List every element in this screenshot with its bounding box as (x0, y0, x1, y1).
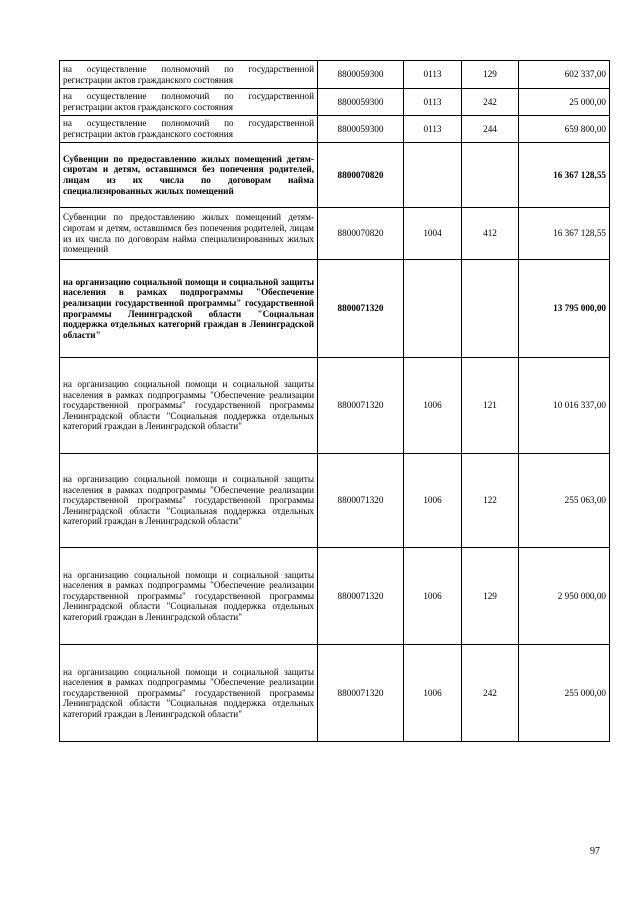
row-expense-type (462, 143, 519, 208)
row-description: на осуществление полномочий по государственной регистрации актов гражданского состояния (60, 89, 318, 116)
row-amount: 25 000,00 (519, 89, 610, 116)
table-row-subtotal (60, 143, 610, 208)
row-target-code: 8800071320 (318, 548, 404, 645)
row-amount: 16 367 128,55 (519, 143, 610, 208)
page-number: 97 (590, 846, 600, 857)
row-expense-type (462, 260, 519, 358)
row-target-code: 8800070820 (318, 208, 404, 260)
table-row (60, 358, 610, 454)
table-row (60, 116, 610, 143)
row-target-code: 8800071320 (318, 454, 404, 548)
table-row (60, 548, 610, 645)
row-expense-type: 244 (462, 116, 519, 143)
row-section-code: 1006 (404, 358, 462, 454)
row-amount: 602 337,00 (519, 61, 610, 89)
row-target-code: 8800071320 (318, 260, 404, 358)
row-section-code: 1004 (404, 208, 462, 260)
row-target-code: 8800070820 (318, 143, 404, 208)
row-target-code: 8800071320 (318, 358, 404, 454)
row-expense-type: 129 (462, 548, 519, 645)
row-target-code: 8800071320 (318, 645, 404, 742)
row-target-code: 8800059300 (318, 116, 404, 143)
row-description: на осуществление полномочий по государственной регистрации актов гражданского состояния (60, 116, 318, 143)
row-expense-type: 242 (462, 645, 519, 742)
row-section-code: 1006 (404, 645, 462, 742)
row-amount: 255 063,00 (519, 454, 610, 548)
row-description: на организацию социальной помощи и социальной защиты населения в рамках подпрограммы "Обеспечение реализации государственной программы" государственной программы Ленинградской области "Социальная поддержка отдельных категорий граждан в Ленинградской области" (60, 260, 318, 358)
row-expense-type: 129 (462, 61, 519, 89)
budget-table (59, 60, 610, 742)
row-expense-type: 242 (462, 89, 519, 116)
row-target-code: 8800059300 (318, 89, 404, 116)
table-row (60, 89, 610, 116)
row-expense-type: 412 (462, 208, 519, 260)
row-description: на организацию социальной помощи и социальной защиты населения в рамках подпрограммы "Обеспечение реализации государственной программы" государственной программы Ленинградской области "Социальная поддержка отдельных категорий граждан в Ленинградской области" (60, 548, 318, 645)
row-amount: 255 000,00 (519, 645, 610, 742)
table-row (60, 454, 610, 548)
row-description: на организацию социальной помощи и социальной защиты населения в рамках подпрограммы "Обеспечение реализации государственной программы" государственной программы Ленинградской области "Социальная поддержка отдельных категорий граждан в Ленинградской области" (60, 454, 318, 548)
row-amount: 16 367 128,55 (519, 208, 610, 260)
table-row (60, 645, 610, 742)
row-description: на осуществление полномочий по государственной регистрации актов гражданского состояния (60, 61, 318, 89)
row-section-code: 0113 (404, 61, 462, 89)
row-section-code (404, 143, 462, 208)
table-row (60, 208, 610, 260)
row-target-code: 8800059300 (318, 61, 404, 89)
row-amount: 10 016 337,00 (519, 358, 610, 454)
row-amount: 2 950 000,00 (519, 548, 610, 645)
row-amount: 659 800,00 (519, 116, 610, 143)
row-expense-type: 122 (462, 454, 519, 548)
row-section-code: 1006 (404, 454, 462, 548)
row-description: на организацию социальной помощи и социальной защиты населения в рамках подпрограммы "Обеспечение реализации государственной программы" государственной программы Ленинградской области "Социальная поддержка отдельных категорий граждан в Ленинградской области" (60, 358, 318, 454)
row-expense-type: 121 (462, 358, 519, 454)
row-amount: 13 795 000,00 (519, 260, 610, 358)
table-row-subtotal (60, 260, 610, 358)
row-description: на организацию социальной помощи и социальной защиты населения в рамках подпрограммы "Обеспечение реализации государственной программы" государственной программы Ленинградской области "Социальная поддержка отдельных категорий граждан в Ленинградской области" (60, 645, 318, 742)
row-section-code: 0113 (404, 89, 462, 116)
row-description: Субвенции по предоставлению жилых помещений детям-сиротам и детям, оставшимся без попечения родителей, лицам из их числа по договорам найма специализированных жилых помещений (60, 208, 318, 260)
row-section-code (404, 260, 462, 358)
row-section-code: 1006 (404, 548, 462, 645)
table-row (60, 61, 610, 89)
row-description: Субвенции по предоставлению жилых помещений детям-сиротам и детям, оставшимся без попечения родителей, лицам из их числа по договорам найма специализированных жилых помещений (60, 143, 318, 208)
row-section-code: 0113 (404, 116, 462, 143)
